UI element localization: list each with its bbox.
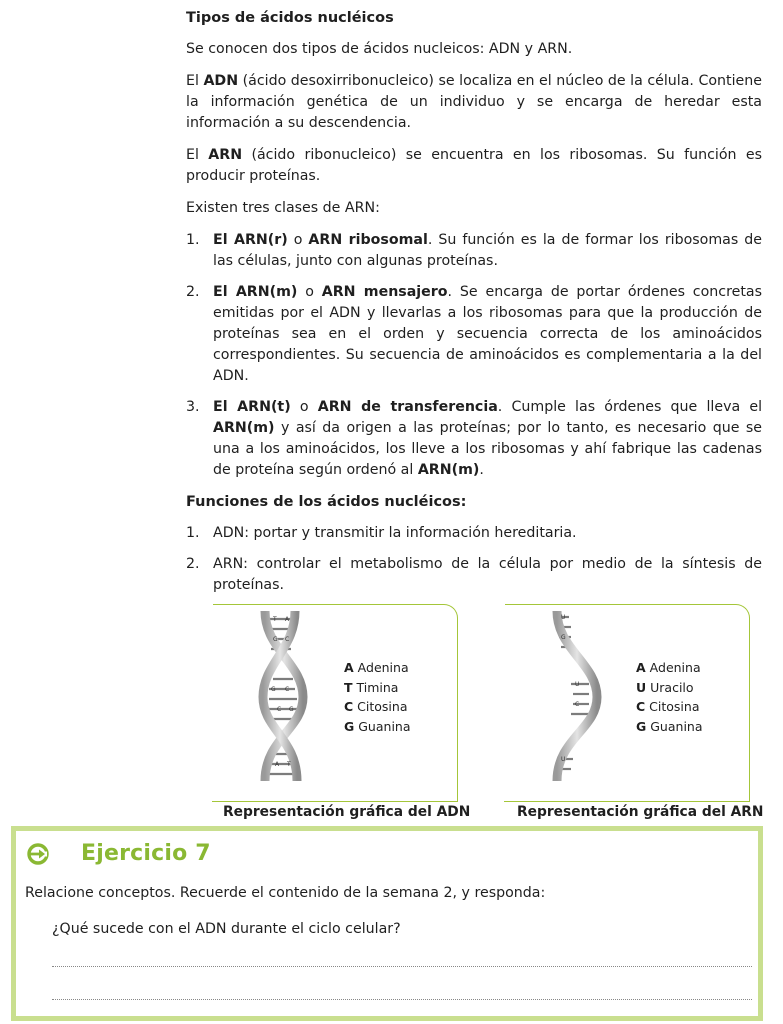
svg-text:G: G — [289, 706, 294, 713]
section-title: Tipos de ácidos nucléicos — [186, 10, 394, 26]
arrow-circle-icon — [26, 842, 50, 866]
svg-text:G: G — [561, 634, 566, 641]
classes-intro: Existen tres clases de ARN: — [186, 200, 380, 216]
rna-strand-icon — [549, 609, 629, 784]
arn-legend — [636, 658, 703, 736]
list-item: 2. El ARN(m) o ARN mensajero. Se encarga de portar órdenes concretas emitidas por el ADN y llevarlas a los ribosomas para que la producción de proteínas sea en el orden y secuencia correcta de los aminoácidos correspondientes. Su secuencia de aminoácidos es complementaria a la del ADN. — [186, 284, 762, 384]
functions-list — [186, 523, 762, 596]
adn-figure — [213, 604, 458, 802]
svg-text:C: C — [277, 706, 282, 713]
lesson-content — [186, 8, 762, 607]
exercise-question: ¿Qué sucede con el ADN durante el ciclo celular? — [52, 921, 401, 937]
legend-item: C Citosina — [344, 699, 408, 714]
svg-text:T: T — [287, 761, 291, 768]
adn-paragraph: El ADN (ácido desoxirribonucleico) se localiza en el núcleo de la célula. Contiene la información genética de un individuo y se encarga de heredar esta información a su descendencia. — [186, 73, 762, 131]
svg-text:G: G — [273, 636, 278, 643]
svg-text:T: T — [273, 616, 277, 623]
exercise-box — [11, 826, 763, 1021]
arn-caption: Representación gráfica del ARN — [517, 804, 764, 820]
svg-text:U: U — [561, 756, 566, 763]
exercise-header — [26, 841, 211, 866]
list-item: 2. ARN: controlar el metabolismo de la célula por medio de la síntesis de proteínas. — [186, 556, 762, 593]
list-item: 1. ADN: portar y transmitir la información hereditaria. — [186, 525, 577, 541]
svg-text:C: C — [285, 686, 290, 693]
answer-line[interactable] — [52, 999, 752, 1000]
svg-text:A: A — [285, 616, 290, 623]
legend-item: T Timina — [344, 679, 399, 695]
list-item: 3. El ARN(t) o ARN de transferencia. Cumple las órdenes que lleva el ARN(m) y así da origen a las proteínas; por lo tanto, es necesario que se una a los aminoácidos, los lleve a los ribosomas y ahí fabrique las cadenas de proteína según ordenó al ARN(m). — [186, 399, 763, 478]
adn-caption: Representación gráfica del ADN — [223, 804, 471, 820]
dna-helix-icon — [255, 609, 335, 784]
arn-classes-list — [186, 230, 762, 481]
svg-text:G: G — [271, 686, 276, 693]
list-item: 1. El ARN(r) o ARN ribosomal. Su función es la de formar los ribosomas de las células, junto con algunas proteínas. — [186, 232, 762, 269]
exercise-instruction: Relacione conceptos. Recuerde el contenido de la semana 2, y responda: — [25, 885, 546, 901]
figure-divider — [504, 801, 750, 802]
legend-item: C Citosina — [636, 699, 700, 714]
legend-item: G Guanina — [636, 718, 703, 734]
svg-text:U: U — [561, 614, 566, 621]
exercise-title: Ejercicio 7 — [81, 841, 211, 866]
arn-figure — [505, 604, 750, 802]
intro-paragraph: Se conocen dos tipos de ácidos nucleicos: ADN y ARN. — [186, 41, 573, 57]
svg-text:A: A — [275, 761, 280, 768]
svg-text:C: C — [285, 636, 290, 643]
adn-legend — [344, 658, 411, 736]
arn-paragraph: El ARN (ácido ribonucleico) se encuentra en los ribosomas. Su función es producir proteínas. — [186, 147, 763, 184]
functions-title: Funciones de los ácidos nucléicos: — [186, 494, 467, 510]
legend-item: U Uracilo — [636, 679, 694, 695]
legend-item: G Guanina — [344, 718, 411, 734]
figure-divider — [212, 801, 458, 802]
svg-text:C: C — [575, 701, 580, 708]
svg-text:U: U — [575, 681, 580, 688]
legend-item: A Adenina — [636, 660, 701, 675]
answer-line[interactable] — [52, 966, 752, 967]
legend-item: A Adenina — [344, 660, 409, 675]
